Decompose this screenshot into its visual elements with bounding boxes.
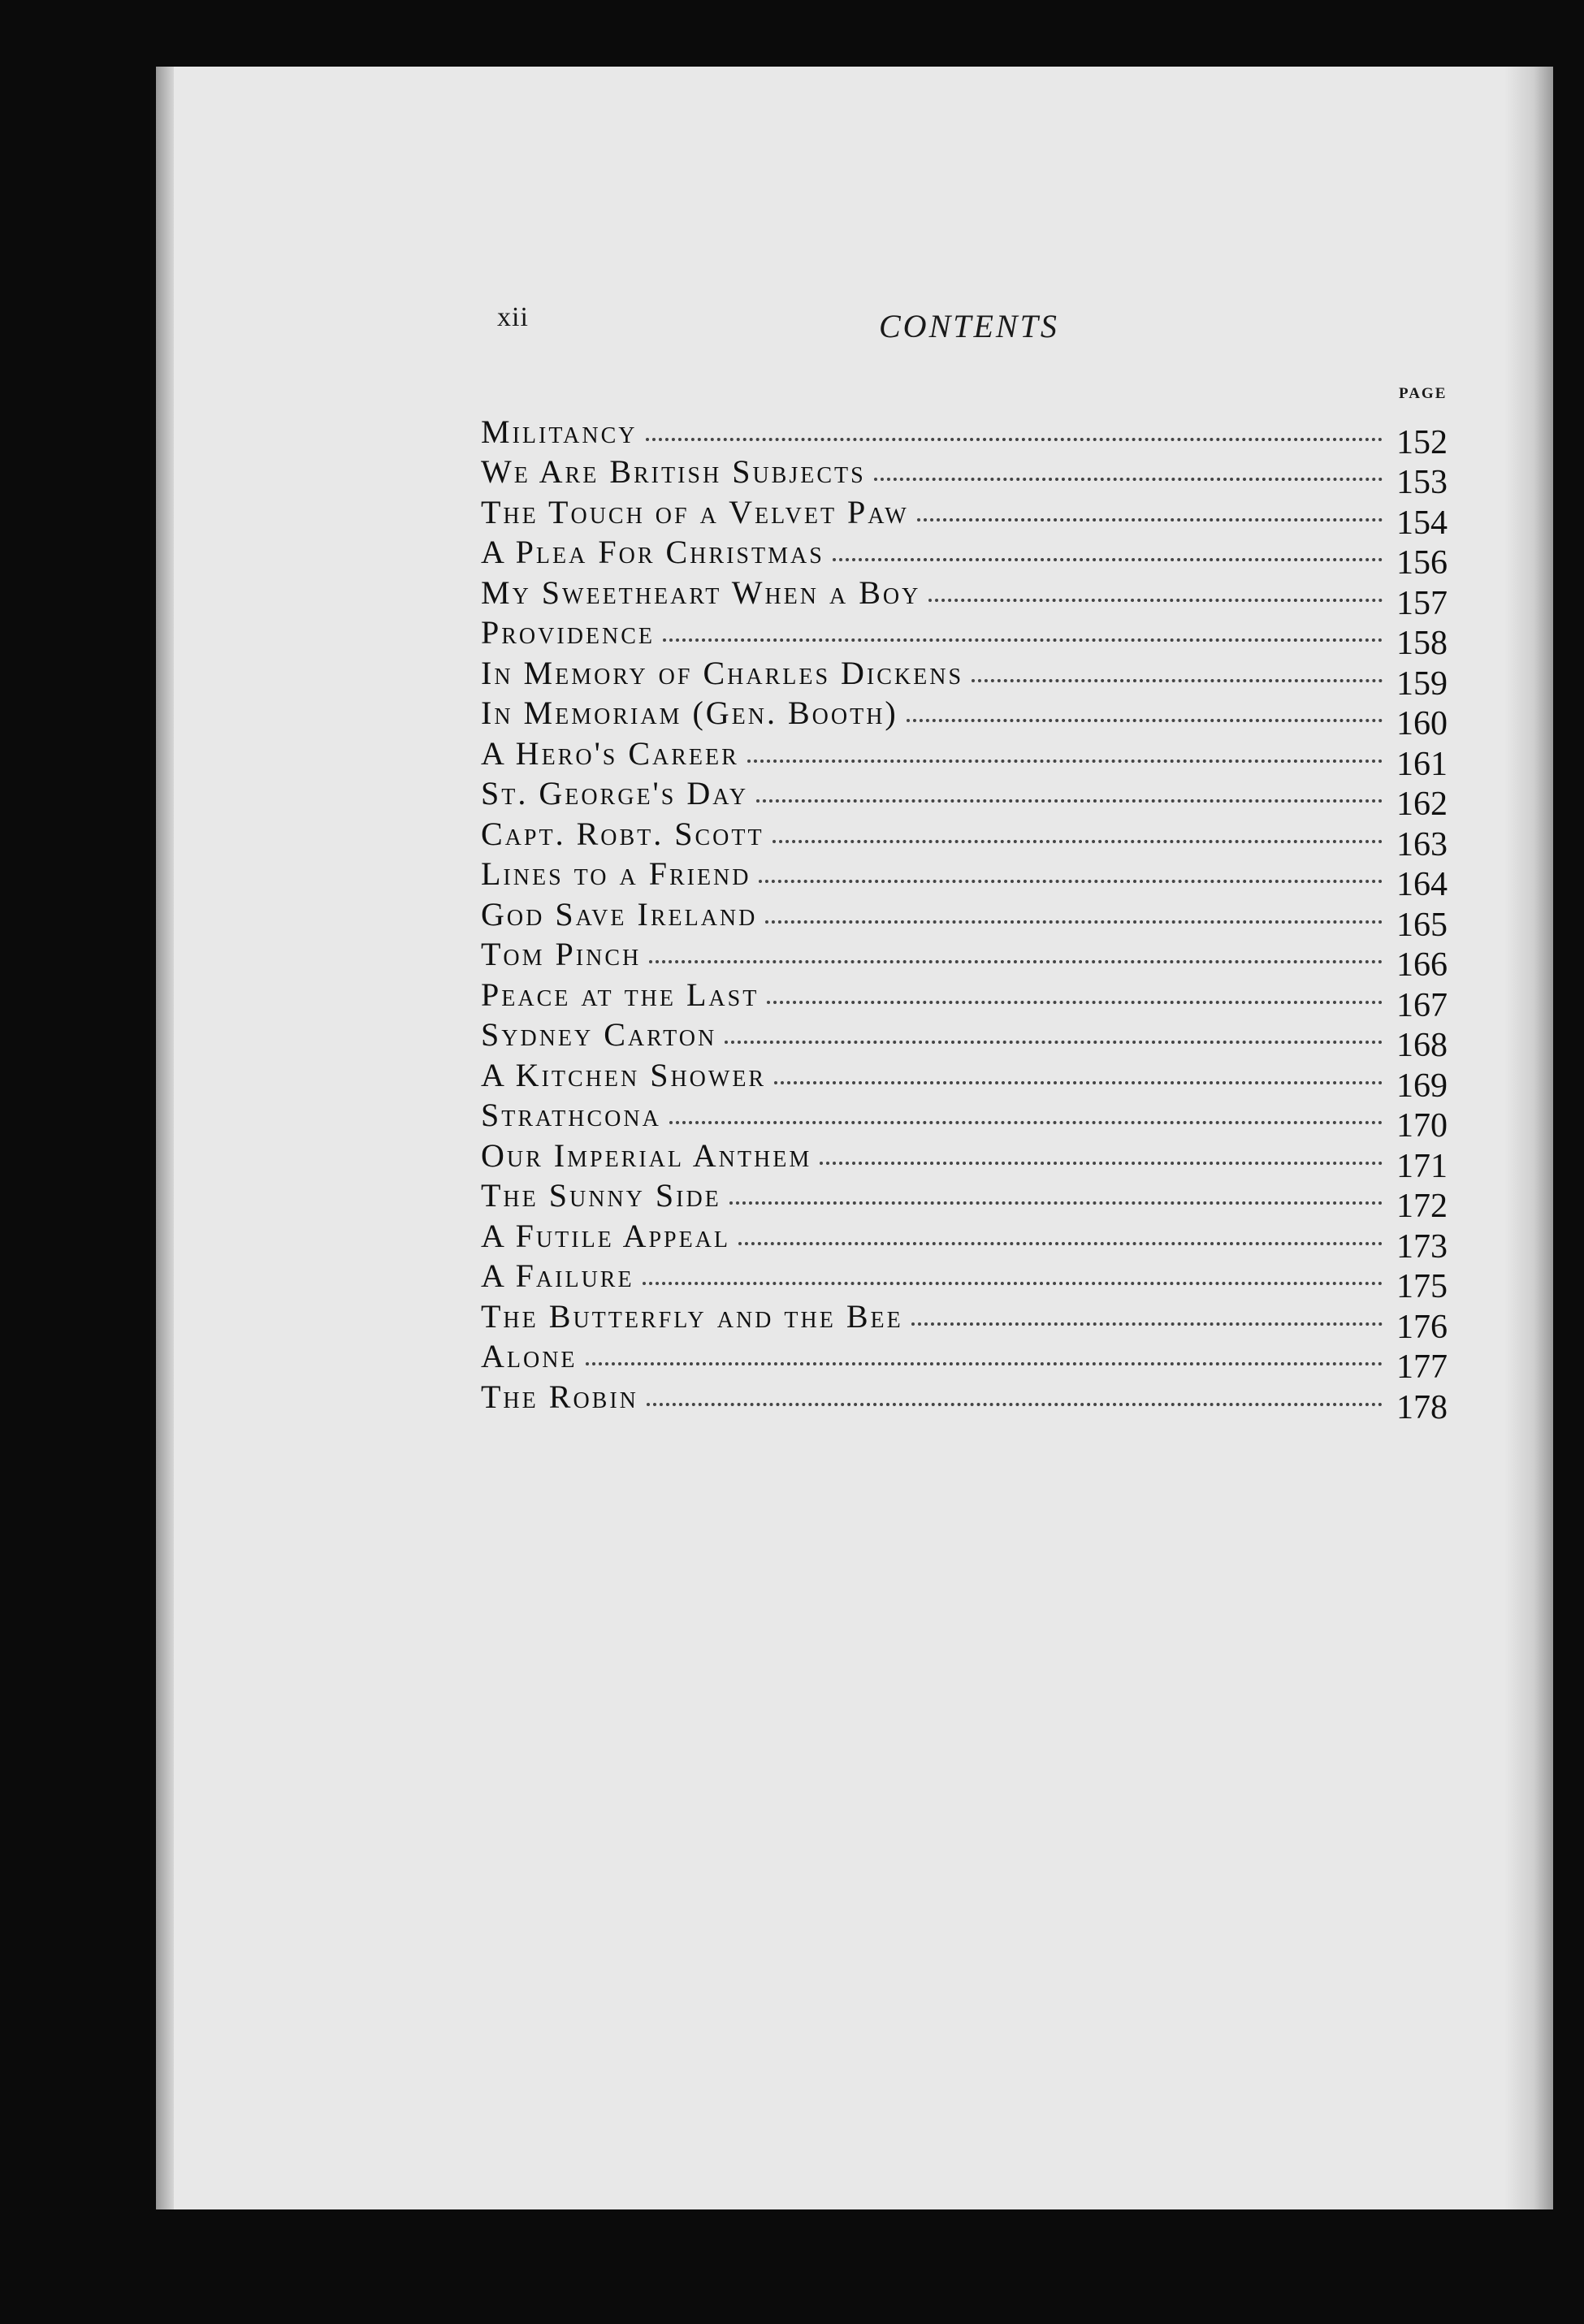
toc-entry-page: 176 xyxy=(1396,1308,1448,1346)
toc-entry-title: Tom Pinch xyxy=(481,936,642,972)
dot-leader xyxy=(586,1362,1383,1365)
toc-entry-page: 169 xyxy=(1396,1067,1448,1105)
toc-entry-page: 178 xyxy=(1396,1388,1448,1426)
toc-entry-page: 164 xyxy=(1396,866,1448,903)
toc-entry xyxy=(481,971,1448,1024)
toc-entry xyxy=(481,1292,1448,1346)
toc-entry xyxy=(481,1373,1448,1426)
toc-entry-page: 160 xyxy=(1396,705,1448,742)
toc-entry-page: 175 xyxy=(1396,1268,1448,1305)
dot-leader xyxy=(917,518,1383,521)
toc-entry xyxy=(481,488,1448,542)
toc-entry xyxy=(481,850,1448,903)
toc-entry-title: The Robin xyxy=(481,1378,638,1415)
toc-entry-page: 177 xyxy=(1396,1348,1448,1386)
toc-entry xyxy=(481,810,1448,863)
dot-leader xyxy=(907,719,1383,722)
dot-leader xyxy=(765,920,1383,924)
running-title: CONTENTS xyxy=(879,308,1059,344)
toc-entry-page: 165 xyxy=(1396,906,1448,944)
page-header xyxy=(156,302,1553,367)
toc-entry xyxy=(481,529,1448,582)
toc-entry-title: My Sweetheart When a Boy xyxy=(481,573,921,611)
dot-leader xyxy=(820,1162,1383,1165)
dot-leader xyxy=(725,1041,1383,1044)
toc-entry xyxy=(481,1333,1448,1386)
page-number: xii xyxy=(497,302,529,332)
dot-leader xyxy=(663,638,1383,642)
dot-leader xyxy=(833,558,1383,561)
toc-entry xyxy=(481,690,1448,742)
dot-leader xyxy=(643,1282,1383,1285)
toc-entry-page: 162 xyxy=(1396,785,1448,823)
dot-leader xyxy=(759,880,1383,883)
dot-leader xyxy=(767,1001,1383,1004)
page-edge-shadow xyxy=(1504,67,1553,2209)
toc-entry xyxy=(481,569,1448,622)
dot-leader xyxy=(649,960,1383,963)
toc-entry-title: Peace at the Last xyxy=(481,976,760,1013)
toc-entry-title: Providence xyxy=(481,614,656,651)
toc-entry-title: A Failure xyxy=(481,1257,634,1294)
toc-entry xyxy=(481,1212,1448,1266)
toc-entry-page: 157 xyxy=(1396,584,1448,622)
dot-leader xyxy=(738,1242,1383,1245)
toc-entry xyxy=(481,1051,1448,1105)
dot-leader xyxy=(972,679,1383,682)
toc-entry-title: Alone xyxy=(481,1338,578,1374)
toc-entry-title: God Save Ireland xyxy=(481,895,758,933)
book-page xyxy=(156,67,1553,2209)
toc-entry-page: 152 xyxy=(1396,423,1448,461)
toc-entry-page: 154 xyxy=(1396,504,1448,542)
toc-entry xyxy=(481,931,1448,984)
toc-entry-title: A Futile Appeal xyxy=(481,1217,731,1254)
table-of-contents xyxy=(481,408,1448,1426)
toc-entry-page: 166 xyxy=(1396,946,1448,984)
toc-entry xyxy=(481,1011,1448,1064)
toc-entry xyxy=(481,1092,1448,1145)
dot-leader xyxy=(874,478,1383,481)
toc-entry-title: St. George's Day xyxy=(481,775,749,811)
toc-entry-page: 158 xyxy=(1396,625,1448,662)
toc-entry xyxy=(481,729,1448,783)
toc-entry-title: A Plea For Christmas xyxy=(481,534,824,570)
toc-entry-page: 172 xyxy=(1396,1188,1448,1225)
toc-entry-page: 153 xyxy=(1396,464,1448,501)
page-gutter-shadow xyxy=(156,67,174,2209)
page-column-label: PAGE xyxy=(1399,385,1448,402)
dot-leader xyxy=(646,438,1383,441)
toc-entry-page: 171 xyxy=(1396,1147,1448,1185)
dot-leader xyxy=(669,1121,1383,1124)
dot-leader xyxy=(928,599,1383,602)
toc-entry xyxy=(481,609,1448,662)
toc-entry xyxy=(481,448,1448,501)
dot-leader xyxy=(911,1322,1383,1326)
toc-entry-page: 168 xyxy=(1396,1027,1448,1064)
toc-entry-page: 170 xyxy=(1396,1107,1448,1145)
toc-entry-page: 159 xyxy=(1396,664,1448,703)
toc-entry-page: 161 xyxy=(1396,745,1448,783)
dot-leader xyxy=(729,1201,1383,1205)
toc-entry-title: A Hero's Career xyxy=(481,734,739,772)
toc-entry-title: A Kitchen Shower xyxy=(481,1056,767,1093)
toc-entry-title: Capt. Robt. Scott xyxy=(481,815,764,852)
toc-entry xyxy=(481,649,1448,703)
toc-entry-title: We Are British Subjects xyxy=(481,453,866,490)
toc-entry-title: The Touch of a Velvet Paw xyxy=(481,493,909,530)
dot-leader xyxy=(647,1403,1383,1406)
toc-entry-title: The Butterfly and the Bee xyxy=(481,1297,903,1335)
toc-entry-title: Lines to a Friend xyxy=(481,855,751,892)
toc-entry-page: 173 xyxy=(1396,1227,1448,1266)
toc-entry-title: In Memoriam (Gen. Booth) xyxy=(481,695,898,731)
toc-entry xyxy=(481,1132,1448,1185)
toc-entry-title: Sydney Carton xyxy=(481,1016,717,1053)
toc-entry-title: The Sunny Side xyxy=(481,1177,721,1214)
dot-leader xyxy=(747,760,1383,763)
toc-entry-title: Militancy xyxy=(481,413,638,450)
dot-leader xyxy=(773,840,1383,843)
toc-entry-page: 156 xyxy=(1396,544,1448,582)
toc-entry-title: In Memory of Charles Dickens xyxy=(481,654,964,691)
toc-entry xyxy=(481,770,1448,823)
toc-entry-title: Strathcona xyxy=(481,1097,661,1133)
toc-entry-page: 167 xyxy=(1396,986,1448,1024)
toc-entry xyxy=(481,1172,1448,1225)
toc-entry xyxy=(481,1253,1448,1305)
dot-leader xyxy=(774,1081,1383,1084)
toc-entry-title: Our Imperial Anthem xyxy=(481,1136,812,1174)
dot-leader xyxy=(756,799,1383,803)
toc-entry xyxy=(481,408,1448,461)
toc-entry xyxy=(481,890,1448,944)
toc-entry-page: 163 xyxy=(1396,825,1448,863)
